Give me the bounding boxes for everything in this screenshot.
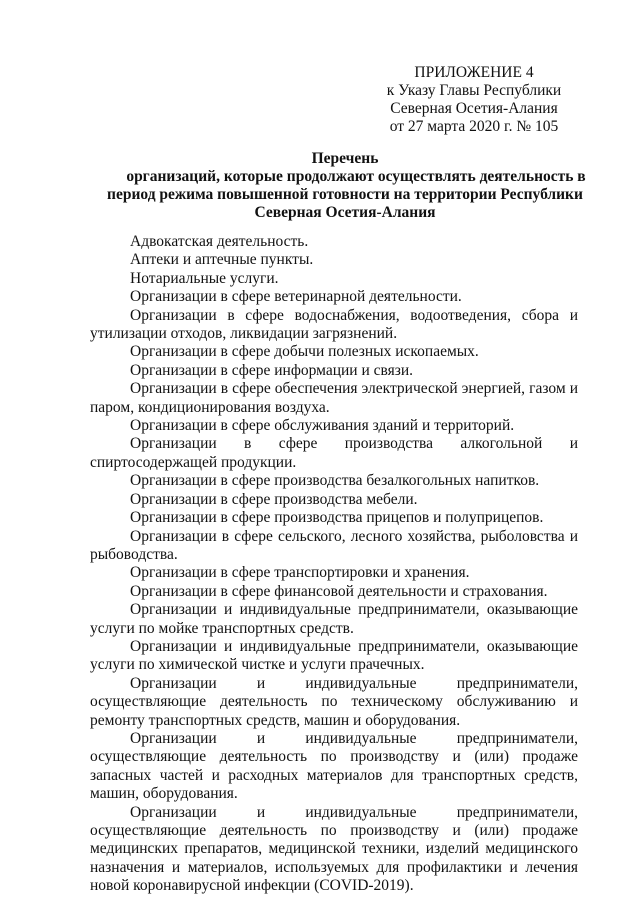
list-item: Организации и индивидуальные предприниматели, оказывающие услуги по мойке транспортных средств.: [90, 601, 578, 637]
list-item: Нотариальные услуги.: [130, 269, 279, 287]
appendix-header: [360, 64, 588, 136]
list-item: Организации в сфере обслуживания зданий и территорий.: [130, 417, 515, 435]
list-item: Организации в сфере ветеринарной деятельности.: [130, 288, 462, 306]
appendix-decree-ref: к Указу Главы Республики: [386, 82, 562, 99]
title-heading: Перечень: [311, 150, 379, 167]
list-item: Организации и индивидуальные предприниматели, осуществляющие деятельность по производству и (или) продаже запасных частей и расходных материалов для транспортных средств, машин, оборудования.: [90, 729, 578, 803]
list-item: Организации в сфере производства безалкогольных напитков.: [130, 472, 540, 490]
list-item: Организации в сфере обеспечения электрической энергией, газом и паром, кондиционирования воздуха.: [90, 380, 578, 416]
list-item: Организации в сфере финансовой деятельности и страхования.: [130, 582, 548, 600]
document-title: [100, 150, 590, 222]
list-item: Организации в сфере сельского, лесного хозяйства, рыболовства и рыбоводства.: [90, 527, 578, 563]
list-item: Адвокатская деятельность.: [130, 233, 309, 250]
list-item: Организации в сфере водоснабжения, водоотведения, сбора и утилизации отходов, ликвидации загрязнений.: [90, 306, 578, 343]
list-item: Организации и индивидуальные предприниматели, осуществляющие деятельность по производству и (или) продаже медицинских препаратов, медицинской техники, изделий медицинского назначения и материалов, используемых для профилактики и лечения новой коронавирусной инфекции (COVID-2019).: [90, 803, 578, 895]
list-item: Организации в сфере информации и связи.: [130, 361, 414, 379]
appendix-date: от 27 марта 2020 г. № 105: [389, 118, 559, 135]
list-item: Организации в сфере транспортировки и хранения.: [130, 564, 470, 582]
list-item: Организации и индивидуальные предприниматели, осуществляющие деятельность по техническому обслуживанию и ремонту транспортных средств, машин и оборудования.: [90, 674, 578, 729]
list-item: Организации в сфере производства прицепов и полуприцепов.: [130, 509, 544, 527]
list-item: Организации и индивидуальные предприниматели, оказывающие услуги по химической чистке и услуги прачечных.: [90, 637, 578, 674]
list-item: Организации в сфере добычи полезных ископаемых.: [130, 343, 479, 361]
list-item: Организации в сфере производства мебели.: [130, 490, 418, 508]
organizations-list: [90, 233, 578, 896]
title-subtitle: организаций, которые продолжают осуществлять деятельность в период режима повышенной готовности на территории Республики Северная Осетия-Алания: [107, 168, 586, 221]
list-item: Организации в сфере производства алкогольной и спиртосодержащей продукции.: [90, 435, 578, 471]
appendix-republic: Северная Осетия-Алания: [390, 100, 558, 117]
list-item: Аптеки и аптечные пункты.: [130, 251, 314, 269]
appendix-number: ПРИЛОЖЕНИЕ 4: [414, 64, 534, 81]
